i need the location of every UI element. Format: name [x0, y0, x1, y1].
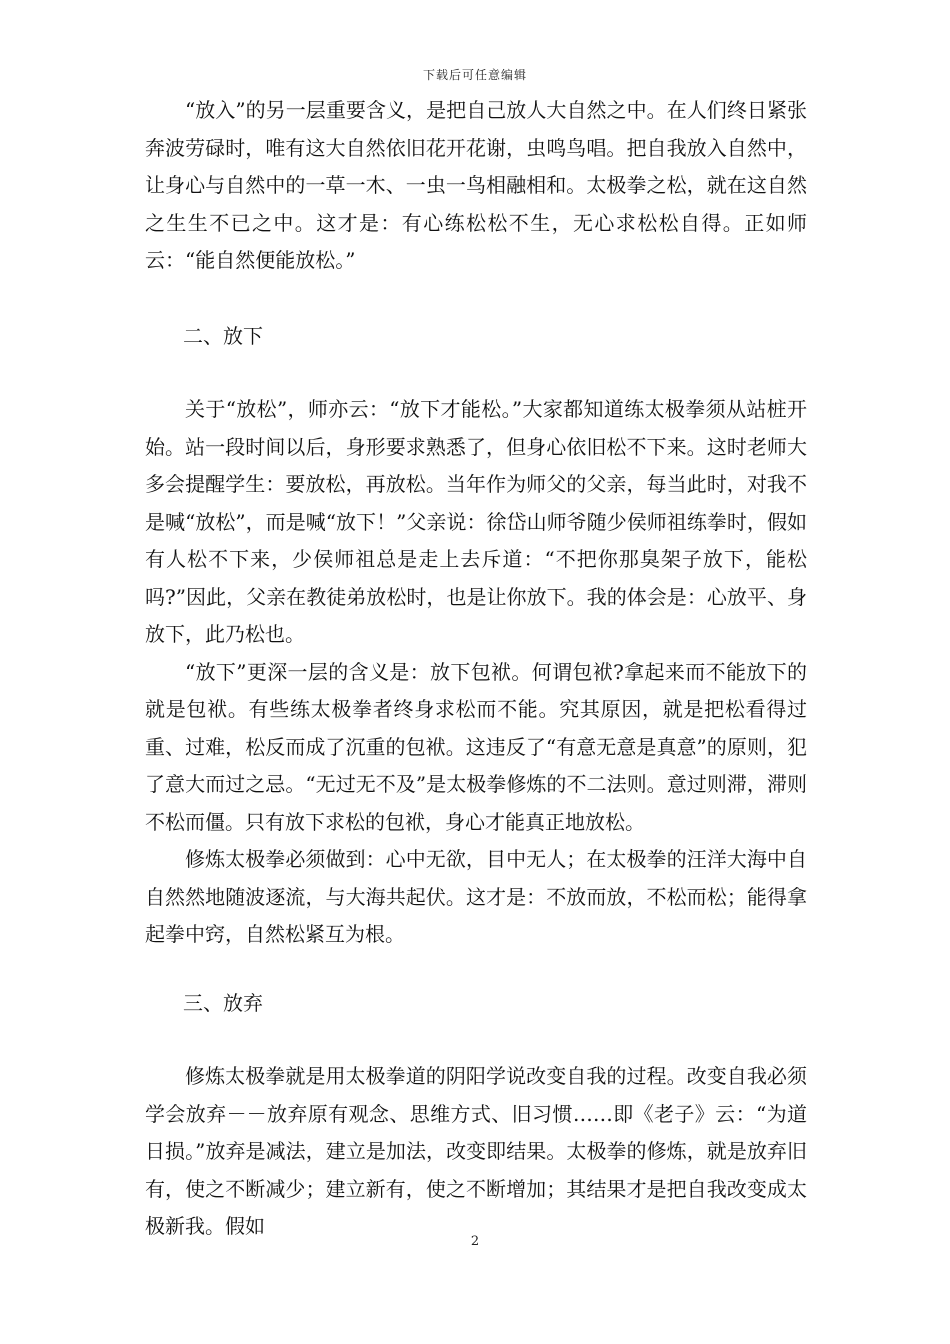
paragraph-gap	[145, 954, 807, 985]
paragraph-gap	[145, 355, 807, 391]
section-heading-fangqi: 三、放弃	[183, 990, 263, 1015]
document-body	[145, 92, 807, 1246]
paragraph-fangxia-burden: “放下”更深一层的含义是：放下包袱。何谓包袱?拿起来而不能放下的就是包袱。有些练太极拳者终身求松而不能。究其原因，就是把松看得过重、过难，松反而成了沉重的包袱。这违反了“有意无意是真意”的原则，犯了意大而过之忌。“无过无不及”是太极拳修炼的不二法则。意过则滞，滞则不松而僵。只有放下求松的包袱，身心才能真正地放松。	[145, 659, 807, 834]
paragraph-gap	[145, 1022, 807, 1058]
paragraph-gap	[145, 280, 807, 318]
paragraph-fangxia-practice: 修炼太极拳必须做到：心中无欲，目中无人；在太极拳的汪洋大海中自自然然地随波逐流，与大海共起伏。这才是：不放而放，不松而松；能得拿起拳中窍，自然松紧互为根。	[145, 847, 807, 946]
page-number: 2	[470, 1234, 480, 1249]
page-header-note: 下载后可任意编辑	[422, 68, 527, 82]
paragraph-fangru-meaning: “放入”的另一层重要含义，是把自己放人大自然之中。在人们终日紧张奔波劳碌时，唯有这大自然依旧花开花谢，虫鸣鸟唱。把自我放入自然中，让身心与自然中的一草一木、一虫一鸟相融相和。太极拳之松，就在这自然之生生不已之中。这才是：有心练松松不生，无心求松松自得。正如师云：“能自然便能放松。”	[145, 98, 807, 272]
paragraph-fangxia-intro: 关于“放松”，师亦云：“放下才能松。”大家都知道练太极拳须从站桩开始。站一段时间以后，身形要求熟悉了，但身心依旧松不下来。这时老师大多会提醒学生：要放松，再放松。当年作为师父的父亲，每当此时，对我不是喊“放松”，而是喊“放下！”父亲说：徐岱山师爷随少侯师祖练拳时，假如有人松不下来，少侯师祖总是走上去斥道：“不把你那臭架子放下，能松吗?”因此，父亲在教徒弟放松时，也是让你放下。我的体会是：心放平、身放下，此乃松也。	[145, 397, 807, 646]
section-heading-fangxia: 二、放下	[183, 323, 263, 348]
paragraph-fangqi-intro: 修炼太极拳就是用太极拳道的阴阳学说改变自我的过程。改变自我必须学会放弃－－放弃原有观念、思维方式、旧习惯……即《老子》云：“为道日损。”放弃是减法，建立是加法，改变即结果。太极拳的修炼，就是放弃旧有，使之不断减少；建立新有，使之不断增加；其结果才是把自我改变成太极新我。假如	[145, 1064, 807, 1238]
